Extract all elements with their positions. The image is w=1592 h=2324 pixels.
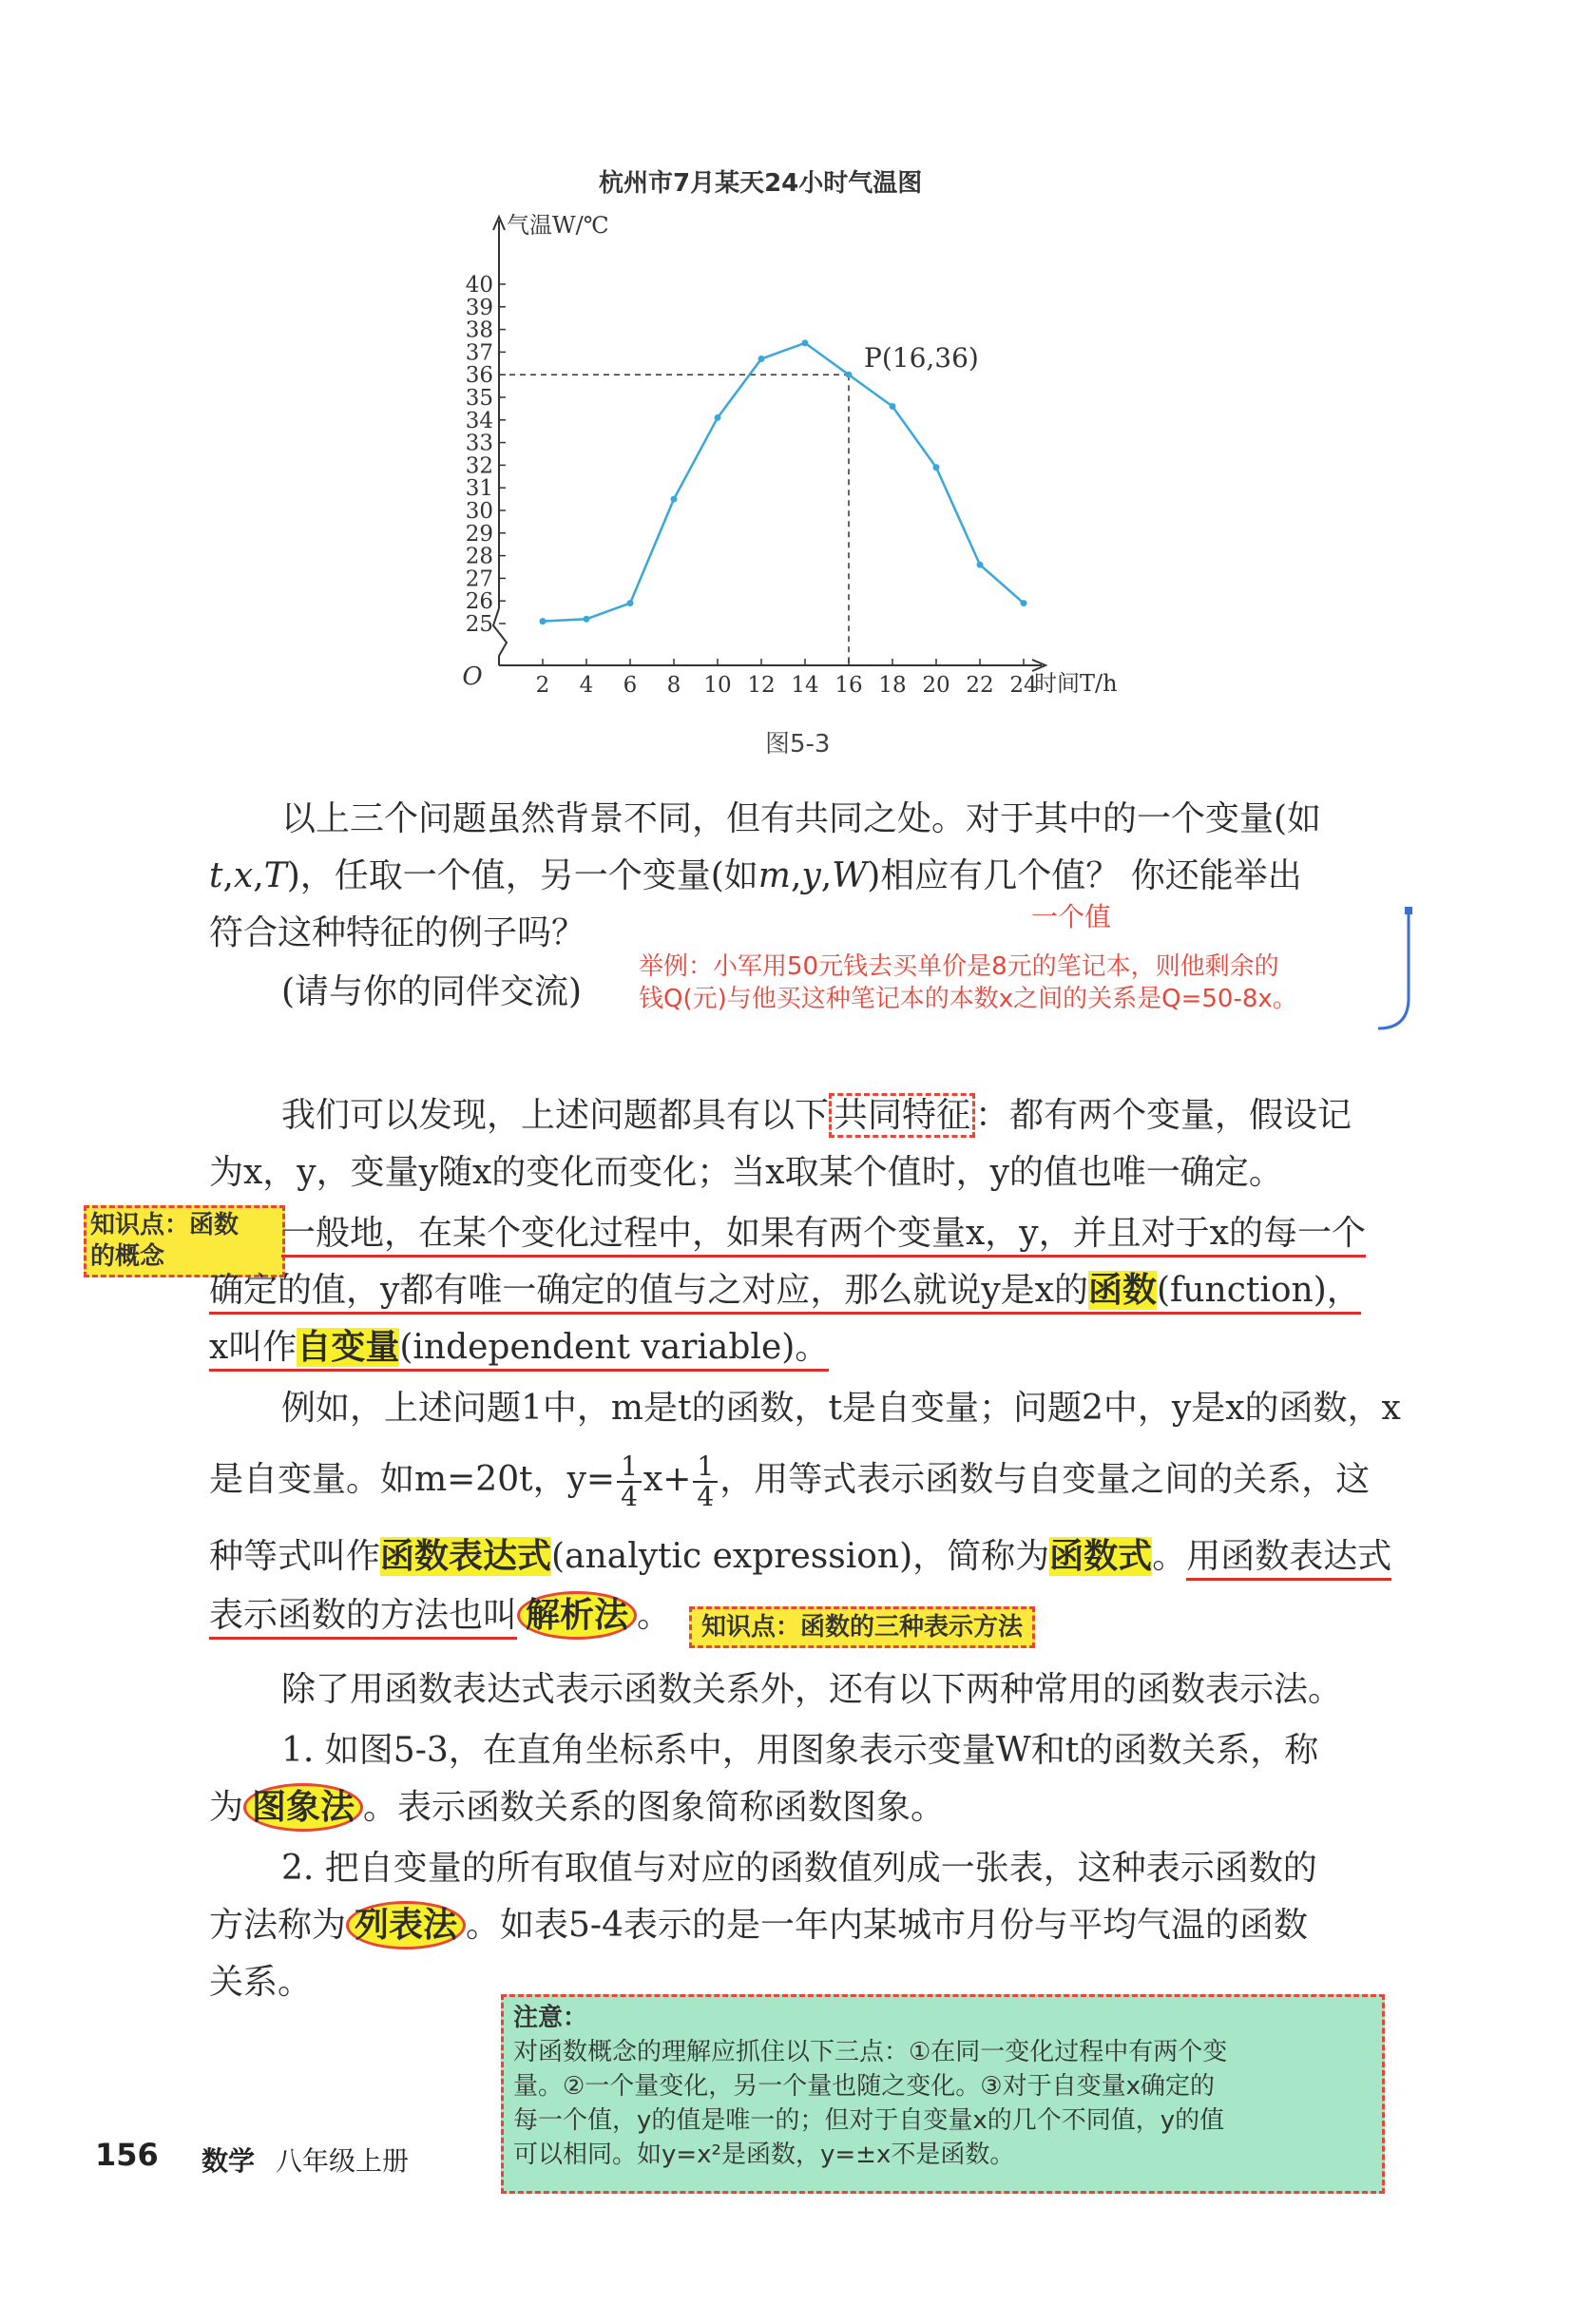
term-function-expression: 函数表达式 bbox=[380, 1537, 552, 1576]
paragraph-line: 表示函数的方法也叫 解析法 。 bbox=[209, 1593, 671, 1639]
y-tick-label: 27 bbox=[465, 567, 493, 592]
paragraph-line: 关系。 bbox=[209, 1963, 313, 2002]
data-point bbox=[802, 339, 809, 346]
data-point bbox=[890, 403, 896, 410]
y-tick-label: 29 bbox=[465, 521, 493, 547]
paragraph-line: 以上三个问题虽然背景不同，但有共同之处。对于其中的一个变量(如 bbox=[281, 799, 1322, 838]
x-tick-label: 4 bbox=[579, 673, 594, 698]
common-feature-mark: 共同特征 bbox=[829, 1093, 975, 1138]
term-independent-variable: 自变量 bbox=[297, 1328, 400, 1367]
y-tick-label: 33 bbox=[465, 431, 493, 456]
x-tick-label: 6 bbox=[623, 673, 638, 698]
fraction: $\frac{1}{4}$ bbox=[617, 1452, 642, 1511]
paragraph-line: 除了用函数表达式表示函数关系外，还有以下两种常用的函数表示法。 bbox=[281, 1670, 1343, 1709]
x-tick-label: 10 bbox=[703, 673, 732, 698]
term-table-method: 列表法 bbox=[346, 1901, 466, 1949]
point-p-label: P(16,36) bbox=[864, 342, 979, 375]
knowledge-point-methods: 知识点：函数的三种表示方法 bbox=[689, 1606, 1035, 1648]
y-tick-label: 28 bbox=[465, 544, 493, 569]
definition-line: 确定的值，y都有唯一确定的值与之对应，那么就说y是x的函数(function)， bbox=[209, 1268, 1361, 1314]
footer-grade: 八年级上册 bbox=[276, 2145, 410, 2177]
temperature-line bbox=[543, 343, 1024, 622]
term-graph-method: 图象法 bbox=[243, 1783, 363, 1832]
y-tick-label: 36 bbox=[465, 363, 493, 389]
data-point bbox=[1021, 600, 1027, 606]
x-tick-label: 12 bbox=[747, 673, 776, 698]
data-point bbox=[977, 562, 984, 568]
x-tick-label: 8 bbox=[666, 673, 681, 698]
paragraph-line: t,x,T)，任取一个值，另一个变量(如m,y,W)相应有几个值？ 你还能举出 bbox=[209, 856, 1302, 895]
answer-note: 一个值 bbox=[1031, 901, 1112, 932]
footer-subject: 数学 bbox=[201, 2145, 256, 2177]
origin-label: O bbox=[462, 663, 483, 691]
paragraph-line: 1. 如图5-3，在直角坐标系中，用图象表示变量W和t的函数关系，称 bbox=[281, 1731, 1319, 1770]
y-tick-label: 31 bbox=[465, 476, 493, 502]
x-tick-label: 2 bbox=[535, 673, 550, 698]
y-tick-label: 25 bbox=[465, 612, 493, 637]
discussion-prompt: (请与你的同伴交流) bbox=[281, 972, 583, 1011]
chart-ticks bbox=[462, 212, 1117, 698]
chart-series bbox=[499, 339, 1027, 665]
y-tick-label: 35 bbox=[465, 386, 493, 411]
definition-line: x叫作自变量(independent variable)。 bbox=[209, 1325, 829, 1371]
x-tick-label: 22 bbox=[966, 673, 994, 698]
x-tick-label: 14 bbox=[791, 673, 819, 698]
bracket-connector bbox=[1369, 903, 1426, 1055]
attention-title: 注意： bbox=[513, 2004, 588, 2032]
paragraph-line: 例如，上述问题1中，m是t的函数，t是自变量；问题2中，y是x的函数，x bbox=[281, 1389, 1401, 1428]
paragraph-line: 是自变量。如m=20t，y= $\frac{1}{4}$ x+ $\frac{1}{4}$ ，用等式表示函数与自变量之间的关系，这 bbox=[209, 1450, 1371, 1512]
x-axis-label: 时间T/h bbox=[1034, 670, 1118, 697]
paragraph-line: 种等式叫作函数表达式(analytic expression)，简称为函数式。用函数表达式 bbox=[209, 1534, 1391, 1580]
paragraph-line: 为 图象法 。表示函数关系的图象简称函数图象。 bbox=[209, 1785, 945, 1831]
definition-line: 一般地，在某个变化过程中，如果有两个变量x，y，并且对于x的每一个 bbox=[281, 1211, 1366, 1257]
knowledge-point-concept: 知识点：函数 的概念 bbox=[84, 1205, 285, 1277]
paragraph-line: 2. 把自变量的所有取值与对应的函数值列成一张表，这种表示函数的 bbox=[281, 1849, 1317, 1888]
term-analytic-method: 解析法 bbox=[517, 1591, 637, 1640]
term-function: 函数 bbox=[1087, 1271, 1157, 1310]
chart-axes bbox=[493, 217, 1045, 671]
x-tick-label: 16 bbox=[834, 673, 863, 698]
x-tick-label: 18 bbox=[878, 673, 907, 698]
chart-title: 杭州市7月某天24小时气温图 bbox=[599, 169, 923, 198]
y-tick-label: 39 bbox=[465, 295, 493, 320]
term-function-formula: 函数式 bbox=[1049, 1537, 1153, 1576]
y-tick-label: 30 bbox=[465, 499, 493, 524]
axis-break bbox=[493, 608, 507, 665]
paragraph-line: 方法称为 列表法 。如表5-4表示的是一年内某城市月份与平均气温的函数 bbox=[209, 1903, 1308, 1949]
attention-note: 注意： 对函数概念的理解应抓住以下三点：①在同一变化过程中有两个变 量。②一个量变化，另一个量也随之变化。③对于自变量x确定的 每一个值，y的值是唯一的；但对于自变量x的几个不同值，y的值 可以相同。如y=x²是函数，y=±x不是函数。 bbox=[501, 1994, 1385, 2194]
figure-caption: 图5-3 bbox=[765, 730, 831, 759]
page-number: 156 bbox=[95, 2137, 159, 2173]
y-tick-label: 37 bbox=[465, 340, 493, 366]
data-point bbox=[627, 600, 634, 606]
x-tick-label: 20 bbox=[922, 673, 950, 698]
y-axis-label: 气温W/℃ bbox=[507, 212, 609, 239]
temperature-chart bbox=[0, 0, 1592, 760]
fraction: $\frac{1}{4}$ bbox=[693, 1452, 718, 1511]
data-point bbox=[846, 372, 853, 378]
y-tick-label: 32 bbox=[465, 453, 493, 479]
y-tick-label: 26 bbox=[465, 589, 493, 615]
data-point bbox=[584, 616, 590, 623]
data-point bbox=[540, 618, 547, 624]
data-point bbox=[715, 414, 721, 421]
x-tick-label: 24 bbox=[1009, 673, 1038, 698]
example-note: 举例：小军用50元钱去买单价是8元的笔记本，则他剩余的 钱Q(元)与他买这种笔记本的本数x之间的关系是Q=50-8x。 bbox=[639, 952, 1297, 1013]
data-point bbox=[671, 496, 678, 503]
y-tick-label: 40 bbox=[465, 273, 493, 298]
paragraph-line: 我们可以发现，上述问题都具有以下 共同特征 ：都有两个变量，假设记 bbox=[281, 1093, 1352, 1139]
y-tick-label: 38 bbox=[465, 317, 493, 343]
paragraph-line: 符合这种特征的例子吗？ bbox=[209, 913, 586, 952]
y-tick-label: 34 bbox=[465, 408, 493, 433]
data-point bbox=[758, 355, 765, 362]
data-point bbox=[933, 464, 940, 471]
paragraph-line: 为x，y，变量y随x的变化而变化；当x取某个值时，y的值也唯一确定。 bbox=[209, 1153, 1283, 1192]
